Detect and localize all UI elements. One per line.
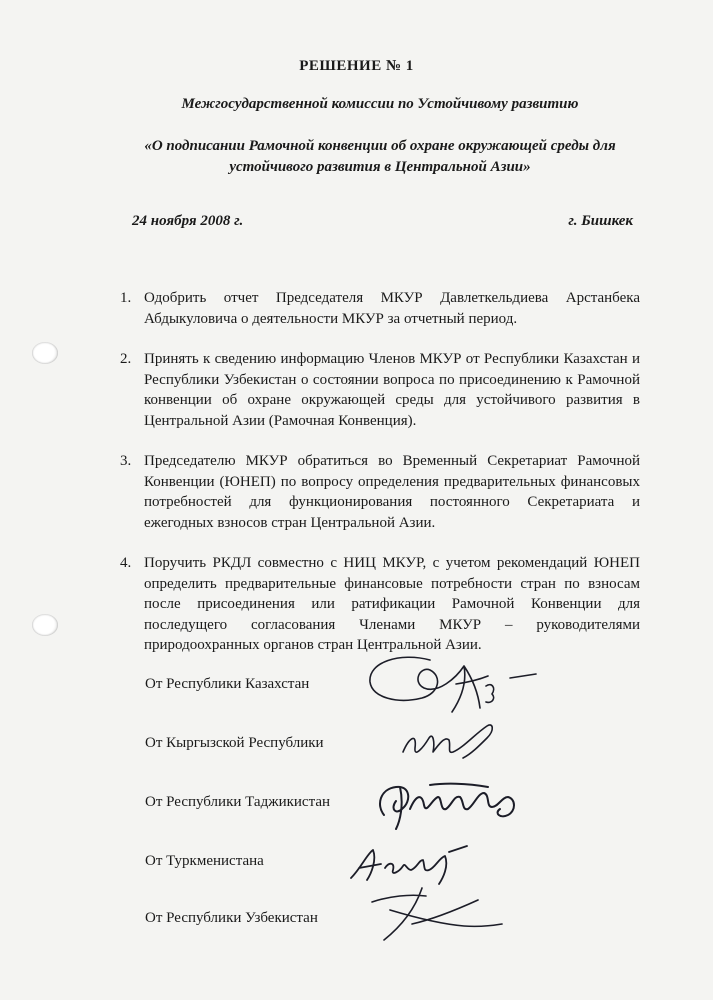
item-text: Принять к сведению информацию Членов МКУР от Республики Казахстан и Республики Узбекистан о состоянии вопроса по присоединению к Рамочной конвенции об охране окружающей среды для устойчивого развития в Центральной Азии (Рамочная Конвенция). — [144, 351, 640, 429]
item-text: Одобрить отчет Председателя МКУР Давлеткельдиева Арстанбека Абдыкуловича о деятельности МКУР за отчетный период. — [144, 290, 640, 327]
document-date: 24 ноября 2008 г. — [132, 213, 244, 229]
punch-hole-top — [32, 342, 58, 364]
decision-item — [120, 451, 640, 533]
item-number: 4. — [120, 555, 132, 571]
signatory-tajikistan: От Республики Таджикистан — [145, 794, 331, 810]
document-title: РЕШЕНИЕ № 1 — [299, 58, 414, 74]
item-number: 3. — [120, 453, 132, 469]
signatory-uzbekistan: От Республики Узбекистан — [145, 910, 318, 926]
signatory-kazakhstan: От Республики Казахстан — [145, 676, 310, 692]
topic-line-2: устойчивого развития в Центральной Азии» — [229, 159, 531, 175]
document-subtitle: Межгосударственной комиссии по Устойчивому развитию — [181, 96, 579, 112]
item-text: Поручить РКДЛ совместно с НИЦ МКУР, с учетом рекомендаций ЮНЕП определить предварительные финансовые потребности стран по взносам после присоединения или ратификации Рамочной Конвенции для последущего согласования Членами МКУР – руководителями природоохранных органов стран Центральной Азии. — [144, 555, 640, 653]
document-topic — [110, 136, 650, 178]
decision-item — [120, 553, 640, 656]
decision-item — [120, 288, 640, 329]
signature-kazakhstan — [360, 648, 550, 723]
topic-line-1: «О подписании Рамочной конвенции об охране окружающей среды для — [144, 138, 616, 154]
signatory-turkmenistan: От Туркменистана — [145, 853, 264, 869]
signature-kyrgyzstan — [395, 718, 505, 768]
signatory-kyrgyzstan: От Кыргызской Республики — [145, 735, 324, 751]
signature-tajikistan — [370, 775, 530, 835]
decision-items — [120, 288, 640, 656]
signature-uzbekistan — [360, 880, 520, 950]
decision-item — [120, 349, 640, 431]
item-number: 2. — [120, 351, 132, 367]
item-text: Председателю МКУР обратиться во Временный Секретариат Рамочной Конвенции (ЮНЕП) по вопросу определения предварительных финансовых потребностей для функционирования постоянного Секретариата и ежегодных взносов стран Центральной Азии. — [144, 453, 640, 531]
punch-hole-bottom — [32, 614, 58, 636]
item-number: 1. — [120, 290, 132, 306]
document-place: г. Бишкек — [568, 213, 633, 229]
